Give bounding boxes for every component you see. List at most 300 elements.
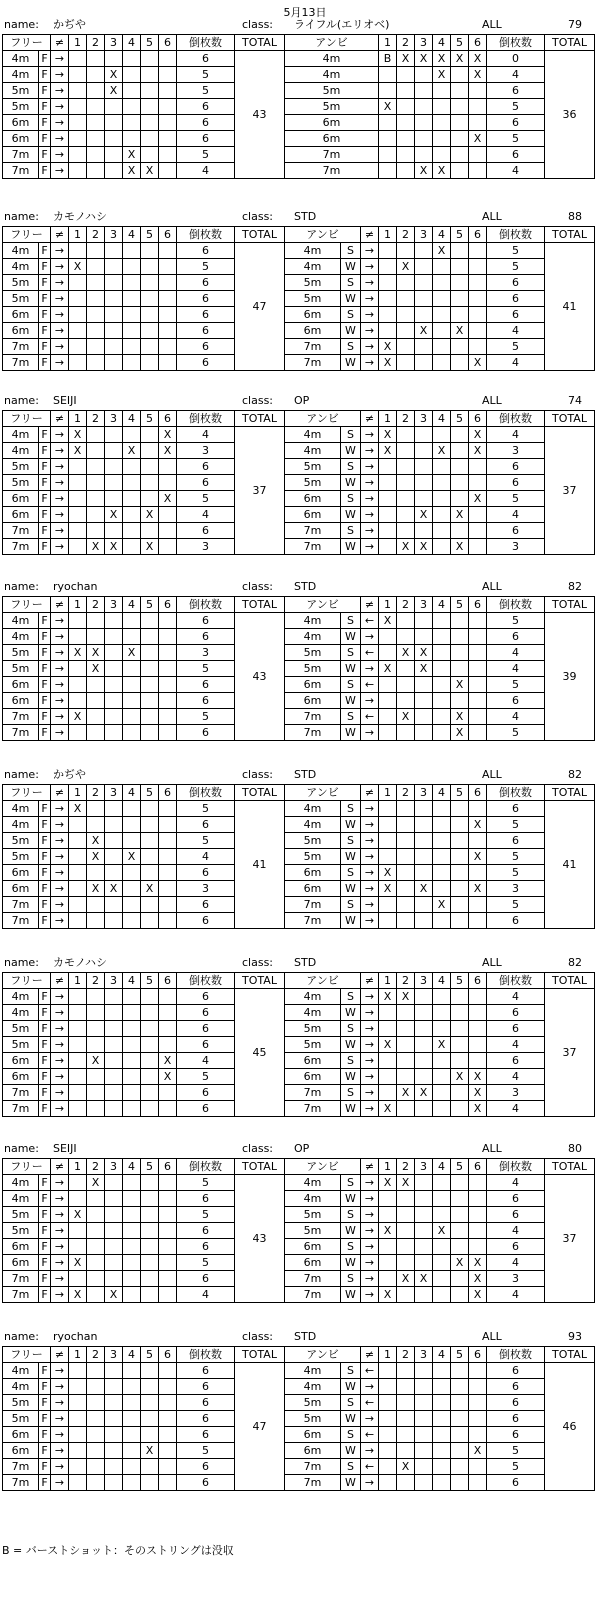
total-header: TOTAL [545,1347,595,1363]
shot-cell: X [141,507,159,523]
direction-cell: → [361,725,379,741]
shot-cell [397,913,415,929]
side-cell: F [39,613,51,629]
data-row [3,1005,595,1021]
shot-cell [159,1475,177,1491]
shot-cell [159,849,177,865]
shot-cell [69,661,87,677]
count-cell: 6 [487,275,545,291]
shot-cell: X [433,243,451,259]
shot-cell [159,1363,177,1379]
shot-cell [141,1411,159,1427]
side-cell: W [341,291,361,307]
direction-cell: → [51,1085,69,1101]
shot-header: 5 [141,1159,159,1175]
free-total: 43 [235,1175,285,1303]
shot-cell: X [397,259,415,275]
score-table [2,784,595,929]
direction-cell: → [51,881,69,897]
shot-cell [123,523,141,539]
direction-cell: → [361,491,379,507]
shot-cell [397,523,415,539]
shooter-name: ryochan [53,580,98,593]
shot-cell [123,1427,141,1443]
shot-cell [451,913,469,929]
shot-header: 6 [159,597,177,613]
shot-cell [69,355,87,371]
free-total: 41 [235,801,285,929]
shot-cell [379,833,397,849]
shot-cell [433,491,451,507]
data-row [3,1037,595,1053]
shot-cell [69,163,87,179]
count-cell: 4 [487,323,545,339]
data-row [3,1411,595,1427]
shot-cell [141,1005,159,1021]
direction-cell: → [51,99,69,115]
shot-cell [105,833,123,849]
shot-cell [379,259,397,275]
shot-cell: X [69,427,87,443]
shot-cell [433,1053,451,1069]
shot-cell [469,1395,487,1411]
count-header: 倒枚数 [487,1347,545,1363]
count-header: 倒枚数 [177,1347,235,1363]
count-cell: 5 [177,1175,235,1191]
score-table [2,34,595,179]
shot-cell [123,131,141,147]
data-row [3,259,595,275]
side-cell: F [39,259,51,275]
distance-cell: 7m [285,523,341,539]
count-cell: 5 [177,83,235,99]
shot-cell [159,51,177,67]
shot-cell: X [105,539,123,555]
count-cell: 5 [177,1207,235,1223]
free-header: フリー [3,597,51,613]
shot-cell [69,131,87,147]
shot-cell [69,1069,87,1085]
shot-cell [159,1037,177,1053]
shot-cell [159,1005,177,1021]
direction-header: ≠ [51,227,69,243]
direction-cell: → [51,693,69,709]
shot-cell: X [469,881,487,897]
shot-cell [415,1395,433,1411]
side-cell: W [341,1443,361,1459]
shot-cell [69,677,87,693]
distance-cell: 4m [3,629,39,645]
shot-header: 4 [433,411,451,427]
shot-header: 6 [159,1347,177,1363]
shot-cell [159,629,177,645]
shot-cell [379,1459,397,1475]
distance-cell: 5m [3,99,39,115]
shooter-name: ryochan [53,1330,98,1343]
name-label: name: [4,18,39,31]
count-cell: 6 [487,1475,545,1491]
shot-cell [433,99,451,115]
side-cell: F [39,1005,51,1021]
shot-cell: X [87,661,105,677]
class-value: OP [294,1142,310,1155]
shot-cell [469,801,487,817]
shot-cell [141,1085,159,1101]
shot-cell [415,1239,433,1255]
ambi-header: アンビ [285,973,361,989]
shot-cell [69,865,87,881]
shot-cell [105,307,123,323]
distance-cell: 4m [285,67,379,83]
shot-cell [433,259,451,275]
shot-cell [105,801,123,817]
distance-cell: 4m [285,259,341,275]
data-row [3,1363,595,1379]
shot-cell [415,243,433,259]
data-row [3,1021,595,1037]
side-cell: S [341,709,361,725]
shot-cell [141,1255,159,1271]
shot-cell [69,849,87,865]
shot-cell: X [469,1255,487,1271]
shot-cell [69,1475,87,1491]
count-header: 倒枚数 [487,597,545,613]
data-row [3,1427,595,1443]
direction-cell: → [51,1207,69,1223]
shot-cell [87,1459,105,1475]
distance-cell: 5m [285,661,341,677]
direction-cell: → [51,1053,69,1069]
shot-cell [141,147,159,163]
distance-cell: 5m [3,275,39,291]
shot-cell [87,1363,105,1379]
shot-cell [141,897,159,913]
shot-header: 5 [141,411,159,427]
shot-cell [87,259,105,275]
shot-cell [379,1005,397,1021]
shot-cell [433,1271,451,1287]
shot-cell [159,1427,177,1443]
shot-cell [469,1037,487,1053]
shot-header: 4 [123,227,141,243]
shot-cell [397,801,415,817]
shot-header: 2 [87,973,105,989]
shot-cell [105,523,123,539]
shot-cell [87,1207,105,1223]
distance-cell: 5m [3,645,39,661]
shot-cell [397,1207,415,1223]
shot-cell: X [415,661,433,677]
shot-cell [159,613,177,629]
data-row [3,1287,595,1303]
shot-cell: X [397,1271,415,1287]
shot-cell [397,629,415,645]
shot-cell [69,1191,87,1207]
shot-cell [87,475,105,491]
count-cell: 4 [487,1287,545,1303]
data-row [3,475,595,491]
shot-cell [415,1475,433,1491]
all-total: 79 [568,18,582,31]
shot-cell [451,427,469,443]
shot-cell [379,1379,397,1395]
shot-cell [397,677,415,693]
shot-cell [379,147,397,163]
free-total: 43 [235,51,285,179]
side-cell: W [341,443,361,459]
shot-cell [141,645,159,661]
shot-cell [105,1037,123,1053]
side-cell: S [341,307,361,323]
shot-cell [159,1085,177,1101]
shot-cell [69,1379,87,1395]
shot-cell [379,801,397,817]
distance-cell: 7m [3,163,39,179]
direction-cell: → [51,491,69,507]
direction-cell: → [361,243,379,259]
shot-cell [415,801,433,817]
count-cell: 6 [177,817,235,833]
shot-header: 2 [397,1159,415,1175]
shot-header: 6 [469,597,487,613]
class-value: STD [294,956,317,969]
distance-cell: 6m [3,491,39,507]
shot-cell [141,459,159,475]
shot-cell [69,99,87,115]
shot-cell [397,443,415,459]
shot-cell [87,291,105,307]
shot-header: 2 [87,1159,105,1175]
side-cell: S [341,1021,361,1037]
shot-header: 1 [69,1347,87,1363]
distance-cell: 5m [3,1223,39,1239]
shot-cell [159,725,177,741]
total-header: TOTAL [235,411,285,427]
side-cell: S [341,613,361,629]
count-cell: 6 [177,459,235,475]
side-cell: F [39,291,51,307]
shot-cell [123,1101,141,1117]
shot-cell: X [469,1069,487,1085]
shot-cell [159,507,177,523]
shot-cell [415,99,433,115]
count-cell: 3 [487,539,545,555]
shot-cell [141,817,159,833]
data-row [3,897,595,913]
direction-cell: → [51,1005,69,1021]
block-header [2,1328,584,1346]
shot-cell [397,99,415,115]
side-cell: S [341,1239,361,1255]
shot-cell [141,677,159,693]
shot-cell [451,307,469,323]
distance-cell: 4m [3,989,39,1005]
count-cell: 5 [487,243,545,259]
shot-cell [415,443,433,459]
distance-cell: 5m [285,99,379,115]
count-cell: 4 [487,427,545,443]
shooter-name: カモノハシ [53,210,108,223]
direction-cell: → [51,725,69,741]
direction-cell: → [361,1379,379,1395]
total-header: TOTAL [545,35,595,51]
shot-cell [69,1085,87,1101]
shot-cell [141,1207,159,1223]
class-value: ライフル(エリオベ) [294,18,390,31]
shot-header: 6 [469,785,487,801]
count-cell: 6 [177,1411,235,1427]
shot-cell [105,693,123,709]
distance-cell: 7m [3,523,39,539]
total-header: TOTAL [235,597,285,613]
shot-cell [87,1287,105,1303]
count-cell: 5 [487,613,545,629]
count-cell: 5 [487,259,545,275]
shot-cell [69,1427,87,1443]
free-header: フリー [3,411,51,427]
shot-cell [87,523,105,539]
shot-cell [433,661,451,677]
shot-cell [123,115,141,131]
shot-cell [433,131,451,147]
direction-cell: → [51,645,69,661]
data-row [3,275,595,291]
shot-header: 5 [451,597,469,613]
shot-cell: X [87,1053,105,1069]
ambi-total: 41 [545,243,595,371]
shot-cell [141,709,159,725]
direction-cell: → [51,259,69,275]
data-row [3,693,595,709]
shot-cell [415,1287,433,1303]
shot-cell [69,1363,87,1379]
side-cell: W [341,1069,361,1085]
shot-cell [469,1459,487,1475]
data-row [3,355,595,371]
direction-cell: → [361,475,379,491]
shot-cell [141,99,159,115]
count-cell: 6 [177,1475,235,1491]
shot-cell [451,1379,469,1395]
data-row [3,1271,595,1287]
shot-cell [87,1005,105,1021]
shot-cell [415,275,433,291]
data-row [3,523,595,539]
count-cell: 6 [177,291,235,307]
distance-cell: 5m [285,291,341,307]
direction-cell: ← [361,1427,379,1443]
direction-cell: ← [361,1363,379,1379]
shot-cell [105,897,123,913]
shot-cell [469,897,487,913]
shot-cell [159,897,177,913]
data-row [3,1101,595,1117]
side-cell: F [39,881,51,897]
total-header: TOTAL [235,227,285,243]
free-header: フリー [3,1347,51,1363]
shot-cell [141,275,159,291]
shot-cell [469,1005,487,1021]
ambi-total: 36 [545,51,595,179]
header-row [3,227,595,243]
shot-cell: X [141,539,159,555]
all-total: 82 [568,580,582,593]
shot-cell [415,693,433,709]
distance-cell: 7m [3,725,39,741]
shot-cell [105,613,123,629]
direction-cell: → [51,1069,69,1085]
distance-cell: 7m [3,1271,39,1287]
shot-cell [87,1085,105,1101]
shot-cell: X [451,507,469,523]
side-cell: F [39,1069,51,1085]
side-cell: F [39,1175,51,1191]
side-cell: F [39,1037,51,1053]
shot-cell [451,817,469,833]
shot-cell [379,523,397,539]
count-cell: 4 [177,427,235,443]
count-cell: 6 [177,1271,235,1287]
shot-cell [105,1443,123,1459]
distance-cell: 4m [3,801,39,817]
shot-cell [415,491,433,507]
direction-cell: → [51,1287,69,1303]
shot-cell: X [159,427,177,443]
total-header: TOTAL [545,597,595,613]
header-row [3,411,595,427]
distance-cell: 5m [285,833,341,849]
data-row [3,677,595,693]
shot-cell [469,115,487,131]
side-cell: W [341,817,361,833]
data-row [3,51,595,67]
shot-cell [123,661,141,677]
direction-cell: → [361,1271,379,1287]
side-cell: W [341,1191,361,1207]
shot-cell [469,259,487,275]
side-cell: S [341,1395,361,1411]
ambi-header: アンビ [285,35,379,51]
count-cell: 6 [177,307,235,323]
side-cell: F [39,709,51,725]
shot-cell [87,693,105,709]
shot-cell [105,1207,123,1223]
free-header: フリー [3,35,51,51]
shot-cell: X [87,539,105,555]
shot-cell: X [451,1255,469,1271]
direction-cell: → [51,1411,69,1427]
shot-cell [123,291,141,307]
side-cell: F [39,507,51,523]
shot-cell [105,427,123,443]
side-cell: S [341,459,361,475]
shot-cell [469,475,487,491]
direction-cell: → [51,1427,69,1443]
shot-header: 1 [69,973,87,989]
distance-cell: 7m [285,709,341,725]
shot-cell [415,115,433,131]
direction-cell: → [51,1379,69,1395]
shot-cell [433,1255,451,1271]
shot-cell: X [433,51,451,67]
shooter-name: カモノハシ [53,956,108,969]
shot-cell: X [397,539,415,555]
side-cell: F [39,1287,51,1303]
shot-cell [397,1475,415,1491]
shot-cell [451,881,469,897]
total-header: TOTAL [545,411,595,427]
shot-cell [123,989,141,1005]
